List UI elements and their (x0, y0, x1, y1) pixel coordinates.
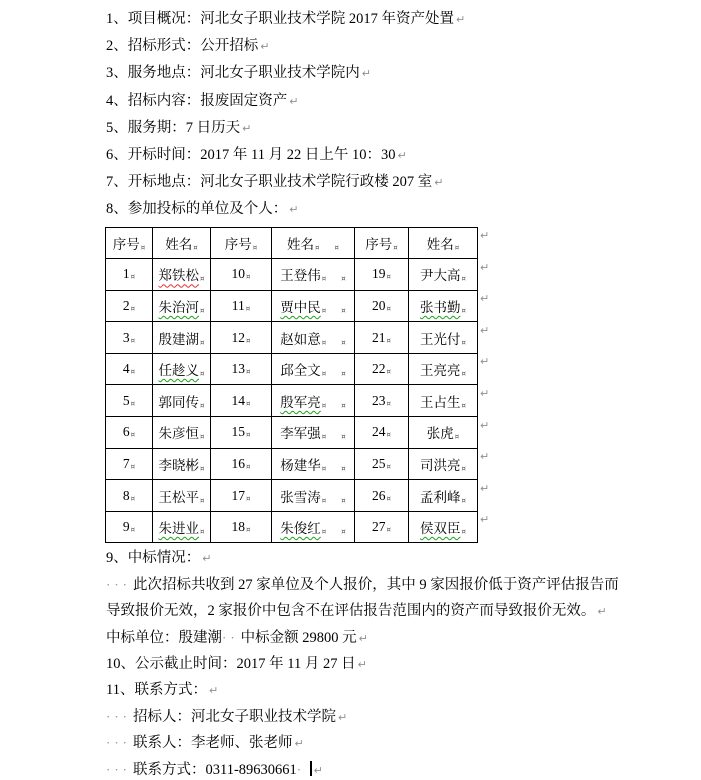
cell-end-mark-icon: ¤ (386, 462, 391, 471)
serial-cell[interactable] (106, 385, 153, 417)
cell-text: 25 (372, 455, 386, 471)
cell-end-mark-icon: ¤ (246, 526, 251, 535)
text-run: 2、招标形式：公开招标 (106, 38, 259, 55)
cell-text: 殷建湖 (158, 331, 200, 347)
paragraph-mark-icon: ↵ (480, 260, 490, 274)
cell-end-mark-icon: ¤ (341, 528, 346, 537)
name-cell[interactable] (272, 353, 355, 385)
paragraph-mark-icon: ↵ (480, 229, 490, 242)
row-end-mark (478, 322, 495, 354)
text-run: 中标金额 29800 元 (240, 629, 357, 646)
table-row (106, 322, 495, 354)
header-cell[interactable] (355, 227, 409, 259)
serial-cell[interactable] (355, 385, 409, 417)
cell-text: 9 (122, 519, 130, 535)
name-cell[interactable] (272, 448, 355, 480)
cell-end-mark-icon: ¤ (200, 464, 205, 473)
text-run: 1、项目概况：河北女子职业技术学院 2017 年资产处置 (106, 11, 454, 27)
table-row (106, 385, 495, 417)
contact-phone[interactable] (106, 757, 701, 780)
cell-text: 孟利峰 (420, 489, 461, 505)
bidders-table (105, 227, 495, 544)
header-cell-text: 序号 (365, 236, 393, 252)
paragraph-mark-icon: ↵ (338, 710, 348, 724)
cell-text: 15 (231, 424, 246, 440)
cell-text: 郑铁松 (158, 268, 200, 284)
cell-text: 16 (231, 455, 246, 471)
text-run: 10、公示截止时间：2017 年 11 月 27 日 (106, 656, 356, 672)
cell-text: 贾中民 (280, 299, 321, 315)
text-run: 5、服务期：7 日历天 (106, 119, 241, 136)
header-cell[interactable] (409, 227, 478, 259)
text-run: 7、开标地点：河北女子职业技术学院行政楼 207 室 (106, 174, 433, 191)
cell-end-mark-icon: ¤ (200, 528, 205, 537)
cell-end-mark-icon: ¤ (341, 306, 346, 315)
opening-location[interactable] (106, 169, 701, 196)
cell-text: 尹大高 (420, 268, 461, 284)
cell-end-mark-icon: ¤ (140, 243, 146, 252)
text-run: 4、招标内容：报废固定资产 (106, 92, 288, 109)
cell-end-mark-icon: ¤ (461, 306, 466, 315)
row-end-mark (478, 511, 495, 543)
serial-cell[interactable] (211, 322, 272, 354)
text-run: 此次招标共收到 27 家单位及个人报价，其中 9 家因报价低于资产评估报告而 (133, 576, 619, 593)
row-end-mark (478, 480, 495, 512)
header-cell-text: 序号 (224, 236, 252, 252)
cell-end-mark-icon: ¤ (386, 304, 391, 313)
name-cell[interactable] (153, 448, 211, 480)
cell-text: 张虎 (426, 426, 454, 442)
name-cell[interactable] (272, 480, 355, 512)
cell-end-mark-icon: ¤ (321, 464, 327, 473)
serial-cell[interactable] (211, 259, 272, 291)
paragraph-mark-icon: ↵ (480, 418, 490, 432)
cell-text: 14 (231, 392, 246, 408)
cell-end-mark-icon: ¤ (386, 494, 391, 503)
serial-cell[interactable] (355, 417, 409, 449)
award-detail-line1[interactable] (106, 572, 701, 598)
name-cell[interactable] (409, 353, 478, 385)
header-cell[interactable] (272, 227, 355, 259)
paragraph-mark-icon: ↵ (480, 386, 490, 400)
publicity-deadline[interactable] (106, 651, 701, 677)
cell-end-mark-icon: ¤ (252, 243, 258, 252)
cell-end-mark-icon: ¤ (461, 338, 466, 347)
cell-end-mark-icon: ¤ (321, 496, 327, 505)
cell-end-mark-icon: ¤ (246, 336, 251, 345)
cell-end-mark-icon: ¤ (461, 464, 466, 473)
cell-text: 王光付 (420, 331, 461, 347)
cell-end-mark-icon: ¤ (321, 306, 327, 315)
paragraph-mark-icon: ↵ (434, 176, 444, 190)
paragraph-mark-icon: ↵ (597, 605, 607, 619)
cell-end-mark-icon: ¤ (461, 370, 466, 379)
cell-text: 8 (122, 487, 130, 503)
name-cell[interactable] (153, 353, 211, 385)
name-cell[interactable] (409, 290, 478, 322)
serial-cell[interactable] (211, 290, 272, 322)
cell-end-mark-icon: ¤ (386, 431, 391, 440)
serial-cell[interactable] (355, 290, 409, 322)
table-row (106, 290, 495, 322)
text-run: 联系人：李老师、张老师 (133, 735, 293, 752)
serial-cell[interactable] (211, 385, 272, 417)
cell-text: 22 (372, 361, 386, 377)
paragraph-mark-icon: ↵ (289, 203, 299, 217)
name-cell[interactable] (409, 417, 478, 449)
cell-end-mark-icon: ¤ (200, 275, 205, 284)
bottom-paragraphs (106, 545, 701, 780)
name-cell[interactable] (272, 385, 355, 417)
table-row (106, 511, 495, 543)
header-cell[interactable] (106, 227, 153, 259)
text-run: 6、开标时间：2017 年 11 月 22 日上午 10：30 (106, 146, 396, 163)
name-cell[interactable] (153, 259, 211, 291)
name-cell[interactable] (409, 511, 478, 543)
cell-text: 朱进业 (158, 521, 200, 537)
cell-text: 5 (122, 392, 130, 408)
name-cell[interactable] (409, 448, 478, 480)
serial-cell[interactable] (211, 480, 272, 512)
name-cell[interactable] (153, 385, 211, 417)
cell-end-mark-icon: ¤ (130, 336, 136, 345)
row-end-mark (478, 385, 495, 417)
serial-cell[interactable] (106, 480, 153, 512)
cell-end-mark-icon: ¤ (341, 275, 346, 284)
bid-form[interactable] (106, 33, 701, 60)
award-result[interactable] (106, 625, 701, 651)
serial-cell[interactable] (106, 322, 153, 354)
serial-cell[interactable] (106, 511, 153, 543)
name-cell[interactable] (272, 511, 355, 543)
cell-end-mark-icon: ¤ (130, 273, 136, 282)
cell-text: 1 (122, 266, 130, 282)
name-cell[interactable] (409, 480, 478, 512)
header-cell-text: 姓名 (165, 236, 193, 252)
paragraph-mark-icon: ↵ (456, 13, 466, 26)
cell-end-mark-icon: ¤ (461, 401, 466, 410)
serial-cell[interactable] (106, 353, 153, 385)
cell-text: 12 (231, 329, 246, 345)
space-marks: ··· (106, 708, 131, 724)
cell-end-mark-icon: ¤ (246, 431, 251, 440)
cell-end-mark-icon: ¤ (334, 243, 339, 252)
cell-text: 张雪涛 (280, 489, 321, 505)
cell-end-mark-icon: ¤ (200, 496, 205, 505)
paragraph-mark-icon: ↵ (480, 323, 490, 337)
space-marks: ··· (106, 576, 131, 592)
opening-time[interactable] (106, 142, 701, 169)
cell-end-mark-icon: ¤ (200, 338, 205, 347)
name-cell[interactable] (153, 417, 211, 449)
cell-text: 20 (372, 297, 386, 313)
cell-text: 11 (231, 297, 245, 313)
cell-end-mark-icon: ¤ (130, 304, 136, 313)
table-row (106, 448, 495, 480)
cell-end-mark-icon: ¤ (341, 433, 346, 442)
header-cell-text: 序号 (112, 236, 140, 252)
cell-end-mark-icon: ¤ (321, 370, 327, 379)
serial-cell[interactable] (211, 511, 272, 543)
cell-end-mark-icon: ¤ (246, 494, 251, 503)
serial-cell[interactable] (355, 511, 409, 543)
name-cell[interactable] (153, 511, 211, 543)
cell-end-mark-icon: ¤ (386, 399, 391, 408)
cell-text: 郭同传 (158, 394, 200, 410)
paragraph-mark-icon: ↵ (294, 737, 304, 751)
row-end-mark (478, 290, 495, 322)
serial-cell[interactable] (106, 259, 153, 291)
row-end-mark (478, 227, 495, 259)
cell-end-mark-icon: ¤ (386, 368, 391, 377)
cell-text: 邱全文 (280, 363, 321, 379)
cell-end-mark-icon: ¤ (130, 462, 136, 471)
header-cell[interactable] (211, 227, 272, 259)
cell-text: 27 (372, 519, 386, 535)
cell-end-mark-icon: ¤ (454, 433, 460, 442)
cell-text: 23 (372, 392, 386, 408)
table-row (106, 259, 495, 291)
cell-text: 10 (231, 266, 246, 282)
paragraph-mark-icon: ↵ (208, 684, 219, 698)
cell-end-mark-icon: ¤ (200, 306, 205, 315)
text-run: 8、参加投标的单位及个人： (106, 201, 288, 218)
space-mark: · (296, 761, 306, 777)
cell-text: 殷军亮 (280, 394, 321, 410)
name-cell[interactable] (153, 480, 211, 512)
service-location[interactable] (106, 60, 701, 87)
cell-end-mark-icon: ¤ (130, 431, 136, 440)
cell-end-mark-icon: ¤ (245, 304, 251, 313)
paragraph-mark-icon: ↵ (480, 355, 490, 369)
cell-end-mark-icon: ¤ (321, 528, 327, 537)
table-header-row (106, 227, 495, 259)
award-detail-line2[interactable] (106, 598, 701, 624)
name-cell[interactable] (409, 259, 478, 291)
text-run: 中标单位：殷建潮 (106, 629, 222, 646)
table-row (106, 353, 495, 385)
cell-text: 4 (122, 361, 130, 377)
cell-end-mark-icon: ¤ (341, 338, 346, 347)
cell-end-mark-icon: ¤ (246, 273, 251, 282)
space-marks: ··· (106, 761, 131, 777)
cell-end-mark-icon: ¤ (341, 464, 346, 473)
bid-content[interactable] (106, 88, 701, 115)
cell-text: 3 (122, 329, 130, 345)
text-cursor (310, 761, 312, 776)
paragraph-mark-icon: ↵ (358, 631, 368, 645)
name-cell[interactable] (272, 290, 355, 322)
space-marks: ··· (106, 735, 131, 751)
serial-cell[interactable] (355, 353, 409, 385)
cell-text: 7 (122, 455, 130, 471)
paragraph-mark-icon: ↵ (202, 552, 212, 566)
cell-end-mark-icon: ¤ (461, 275, 466, 284)
paragraph-mark-icon: ↵ (313, 763, 323, 777)
service-period[interactable] (106, 115, 701, 142)
row-end-mark (478, 448, 495, 480)
cell-end-mark-icon: ¤ (461, 496, 466, 505)
name-cell[interactable] (272, 322, 355, 354)
serial-cell[interactable] (355, 448, 409, 480)
cell-text: 21 (372, 329, 386, 345)
cell-end-mark-icon: ¤ (246, 462, 251, 471)
cell-text: 王占生 (420, 394, 461, 410)
space-marks: ·· (222, 629, 239, 645)
paragraph-mark-icon: ↵ (361, 67, 371, 81)
award-status-heading[interactable] (106, 545, 701, 571)
serial-cell[interactable] (106, 417, 153, 449)
cell-end-mark-icon: ¤ (321, 275, 327, 284)
cell-end-mark-icon: ¤ (321, 433, 327, 442)
cell-end-mark-icon: ¤ (341, 401, 346, 410)
cell-end-mark-icon: ¤ (130, 494, 136, 503)
cell-text: 18 (231, 519, 246, 535)
cell-end-mark-icon: ¤ (200, 370, 205, 379)
cell-end-mark-icon: ¤ (193, 243, 198, 252)
serial-cell[interactable] (211, 417, 272, 449)
serial-cell[interactable] (355, 259, 409, 291)
cell-end-mark-icon: ¤ (246, 399, 251, 408)
name-cell[interactable] (153, 290, 211, 322)
name-cell[interactable] (272, 417, 355, 449)
cell-text: 侯双臣 (420, 521, 461, 537)
cell-text: 朱俊红 (280, 521, 321, 537)
paragraph-mark-icon: ↵ (397, 148, 407, 162)
cell-end-mark-icon: ¤ (461, 528, 466, 537)
cell-text: 王亮亮 (420, 363, 461, 379)
contact-heading[interactable] (106, 677, 701, 703)
cell-text: 24 (372, 424, 386, 440)
bidders-heading[interactable] (106, 196, 701, 223)
cell-text: 26 (372, 487, 386, 503)
cell-end-mark-icon: ¤ (454, 243, 460, 252)
name-cell[interactable] (153, 322, 211, 354)
paragraph-mark-icon: ↵ (480, 513, 490, 527)
cell-text: 李晓彬 (158, 457, 200, 473)
cell-end-mark-icon: ¤ (393, 243, 398, 252)
text-run: 3、服务地点：河北女子职业技术学院内 (106, 65, 360, 82)
cell-end-mark-icon: ¤ (321, 338, 327, 347)
cell-text: 张书勤 (420, 299, 461, 315)
header-cell-text: 姓名 (426, 236, 454, 252)
cell-end-mark-icon: ¤ (321, 401, 327, 410)
cell-text: 朱治河 (158, 299, 200, 315)
cell-end-mark-icon: ¤ (130, 526, 136, 535)
serial-cell[interactable] (106, 448, 153, 480)
cell-text: 赵如意 (280, 331, 321, 347)
row-end-mark (478, 417, 495, 449)
cell-end-mark-icon: ¤ (386, 336, 391, 345)
cell-text: 6 (122, 424, 130, 440)
name-cell[interactable] (409, 322, 478, 354)
serial-cell[interactable] (355, 322, 409, 354)
table-row (106, 480, 495, 512)
paragraph-mark-icon: ↵ (480, 450, 490, 464)
paragraph-mark-icon: ↵ (480, 481, 490, 495)
cell-text: 任趁义 (158, 363, 200, 379)
cell-end-mark-icon: ¤ (315, 243, 320, 252)
paragraph-mark-icon: ↵ (242, 121, 252, 135)
text-run: 导致报价无效，2 家报价中包含不在评估报告范围内的资产而导致报价无效。 (106, 603, 596, 620)
top-paragraphs (106, 6, 701, 224)
text-run: 联系方式：0311-89630661 (133, 761, 297, 778)
cell-end-mark-icon: ¤ (130, 399, 136, 408)
row-end-mark (478, 259, 495, 291)
cell-text: 朱彦恒 (158, 426, 200, 442)
cell-text: 李军强 (280, 426, 321, 442)
header-cell[interactable] (153, 227, 211, 259)
cell-end-mark-icon: ¤ (130, 368, 136, 377)
cell-text: 19 (372, 266, 386, 282)
serial-cell[interactable] (106, 290, 153, 322)
cell-text: 13 (231, 361, 246, 377)
cell-end-mark-icon: ¤ (386, 273, 391, 282)
tenderer[interactable] (106, 704, 701, 730)
name-cell[interactable] (409, 385, 478, 417)
table-row (106, 417, 495, 449)
cell-end-mark-icon: ¤ (200, 433, 205, 442)
cell-end-mark-icon: ¤ (200, 401, 205, 410)
name-cell[interactable] (272, 259, 355, 291)
cell-text: 王登伟 (280, 268, 321, 284)
cell-end-mark-icon: ¤ (341, 370, 346, 379)
text-run: 11、联系方式： (106, 682, 207, 699)
project-overview[interactable] (106, 6, 701, 33)
cell-text: 司洪亮 (420, 457, 461, 473)
serial-cell[interactable] (355, 480, 409, 512)
cell-text: 17 (231, 487, 246, 503)
text-run: 招标人：河北女子职业技术学院 (133, 708, 336, 725)
text-run: 9、中标情况： (106, 550, 201, 567)
cell-end-mark-icon: ¤ (246, 368, 251, 377)
header-cell-text: 姓名 (287, 236, 315, 252)
paragraph-mark-icon: ↵ (260, 40, 270, 54)
cell-text: 2 (122, 297, 130, 313)
cell-text: 杨建华 (280, 457, 321, 473)
paragraph-mark-icon: ↵ (357, 658, 367, 671)
contact-person[interactable] (106, 730, 701, 756)
serial-cell[interactable] (211, 353, 272, 385)
serial-cell[interactable] (211, 448, 272, 480)
cell-end-mark-icon: ¤ (386, 526, 391, 535)
paragraph-mark-icon: ↵ (289, 94, 299, 108)
cell-text: 王松平 (158, 489, 200, 505)
paragraph-mark-icon: ↵ (480, 292, 490, 306)
cell-end-mark-icon: ¤ (341, 496, 346, 505)
row-end-mark (478, 353, 495, 385)
